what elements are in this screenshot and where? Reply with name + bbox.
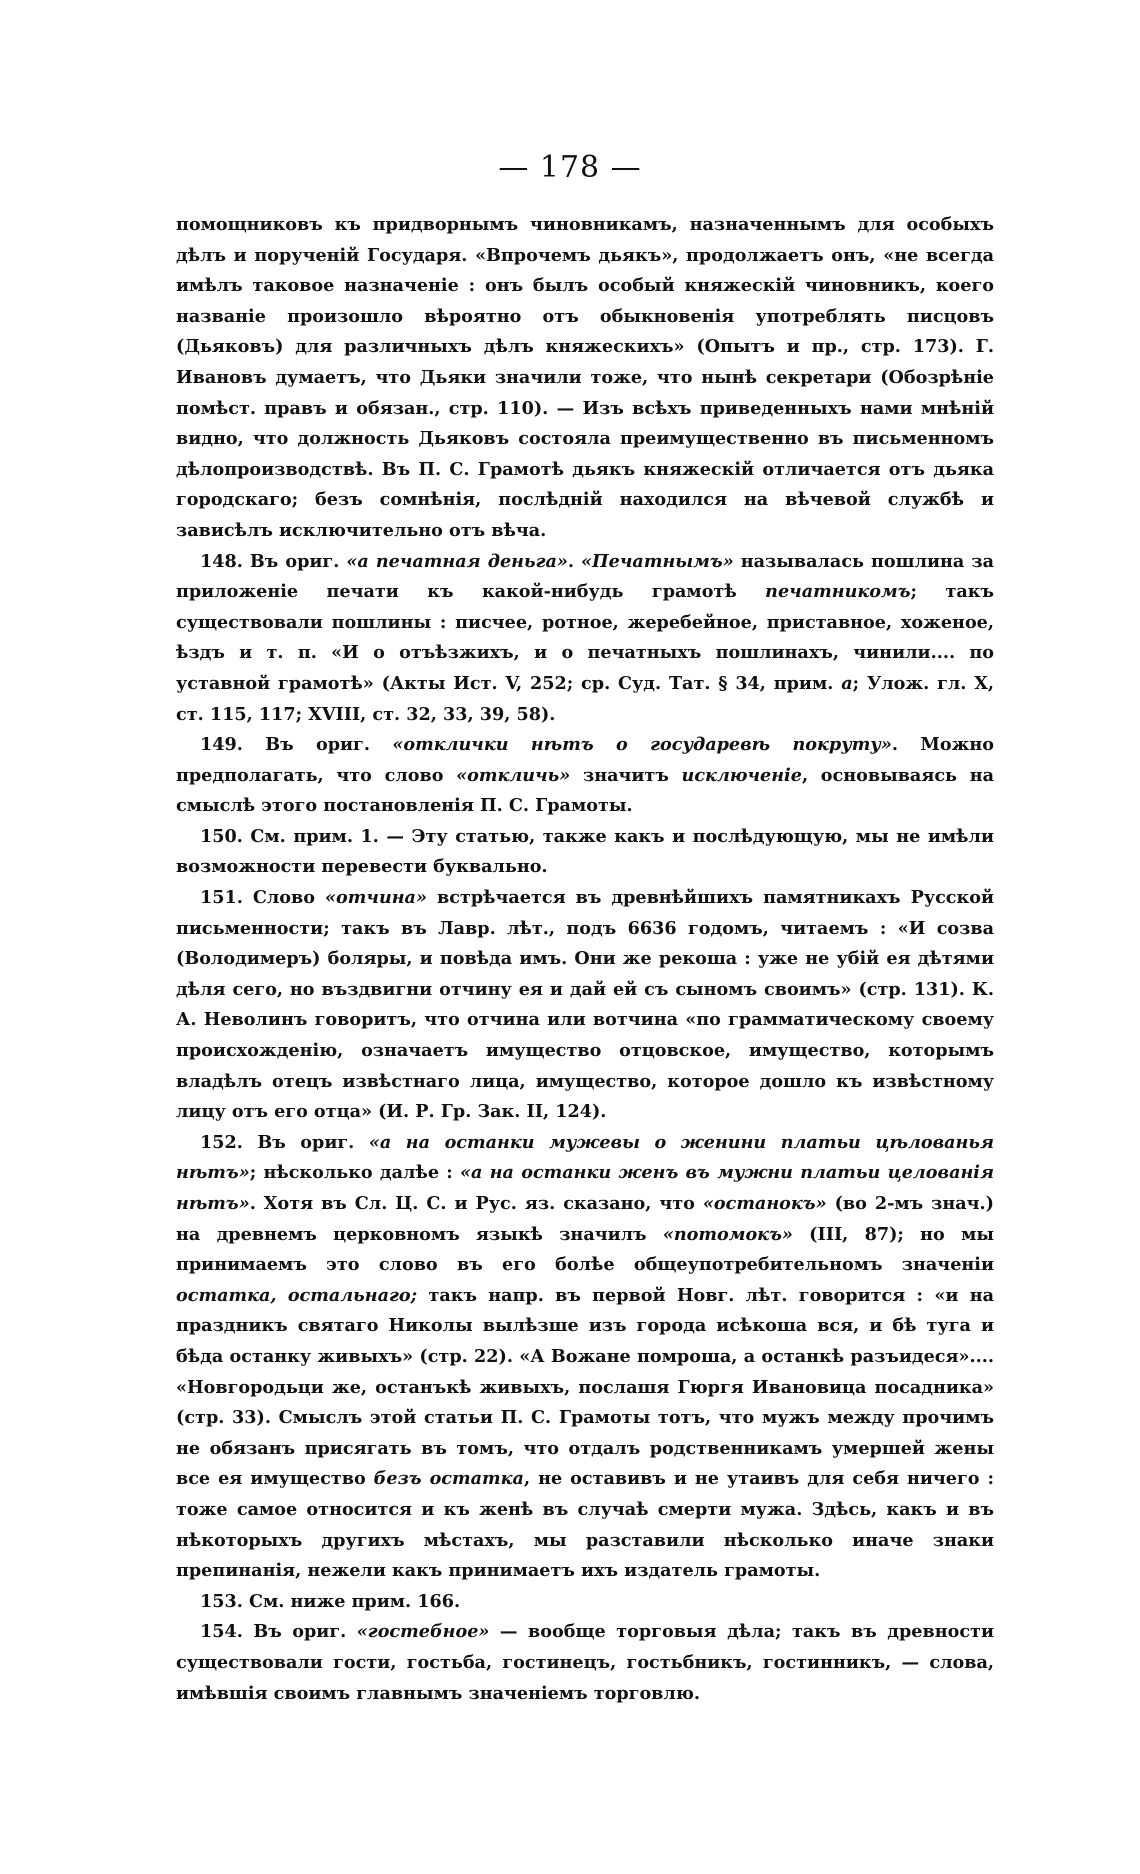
text-run: 151. Слово [200,887,326,909]
text-run: 152. Въ ориг. [200,1131,369,1153]
italic-text: печатникомъ [765,581,911,603]
text-run: . Хотя въ Сл. Ц. С. и Рус. яз. сказано, что [249,1193,703,1214]
italic-text: «а на останки женъ въ мужни платьи целованія нѣтъ» [176,1162,994,1214]
text-run: встрѣчается въ древнѣйшихъ памятникахъ Русской письменности; такъ въ Лавр. лѣт., подъ 6636 годомъ, читаемъ : «И созва (Володимеръ) боляры, и повѣда имъ. Они же рекоша : уже не убій ея дѣтями дѣля сего, но въздвигни отчину ея и дай ей съ сыномъ своимъ» (стр. 131). К. А. Неволинъ говоритъ, что отчина или вотчина «по грамматическому своему происхожденію, означаетъ имущество отцовское, имущество, которымъ владѣлъ отецъ извѣстнаго лица, имущество, которое дошло къ извѣстному лицу отъ его отца» (И. Р. Гр. Зак. II, 124). [176,887,994,1123]
italic-text: а [841,672,853,694]
paragraph [176,730,994,822]
italic-text: остатка, остальнаго; [176,1284,418,1306]
paragraph [176,883,994,1128]
paragraph [176,1617,994,1709]
italic-text: «а печатная деньга» [346,550,568,572]
text-run: помощниковъ къ придворнымъ чиновникамъ, назначеннымъ для особыхъ дѣлъ и порученій Государя. «Впрочемъ дьякъ», продолжаетъ онъ, «не всегда имѣлъ таковое назначеніе : онъ былъ особый княжескій чиновникъ, коего названіе произошло вѣроятно отъ обыкновенія употреблять писцовъ (Дьяковъ) для различныхъ дѣлъ княжескихъ» (Опытъ и пр., стр. 173). Г. Ивановъ думаетъ, что Дьяки значили тоже, что нынѣ секретари (Обозрѣніе помѣст. правъ и обязан., стр. 110). — Изъ всѣхъ приведенныхъ нами мнѣній видно, что должность Дьяковъ состояла преимущественно въ письменномъ дѣлопроизводствѣ. Въ П. С. Грамотѣ дьякъ княжескій отличается отъ дьяка городскаго; безъ сомнѣнія, послѣдній находился на вѣчевой службѣ и зависѣлъ исключительно отъ вѣча. [176,214,994,541]
text-run: (во 2-мъ знач.) на древнемъ церковномъ языкѣ значилъ [176,1193,994,1245]
text-run: ; Улож. гл. X, ст. 115, 117; XVIII, ст. 32, 33, 39, 58). [176,672,994,725]
text-run: , основываясь на смыслѣ этого постановленія П. С. Грамоты. [176,764,994,817]
italic-text: «останокъ» [702,1193,827,1214]
italic-text: «отклички нѣтъ о государевѣ покруту» [392,734,892,756]
italic-text: «отчина» [325,887,427,909]
text-run: 148. Въ ориг. [200,550,347,572]
text-run: значитъ [570,764,682,786]
body-text [176,210,994,1709]
italic-text: безъ остатка [373,1468,524,1490]
text-run: . Можно предполагать, что слово [176,734,994,786]
italic-text: «Печатнымъ» [581,550,734,572]
text-run: 150. См. прим. 1. — Эту статью, также какъ и послѣдующую, мы не имѣли возможности перевести буквально. [176,825,994,878]
italic-text: «потомокъ» [662,1223,793,1245]
text-run: 154. Въ ориг. [200,1621,357,1643]
text-run: — вообще торговыя дѣла; такъ въ древности существовали гости, гостьба, гостинецъ, гостьбникъ, гостинникъ, — слова, имѣвшія своимъ главнымъ значеніемъ торговлю. [176,1621,994,1704]
paragraph [176,547,994,731]
italic-text: исключеніе [681,764,802,786]
text-run: такъ напр. въ первой Новг. лѣт. говорится : «и на праздникъ святаго Николы вылѣзше изъ города исѣкоша вся, и бѣ туга и бѣда останку живыхъ» (стр. 22). «А Вожане помроша, а останкѣ разъидеся».... «Новгородьци же, останъкѣ живыхъ, послашя Гюргя Ивановица посадника» (стр. 33). Смыслъ этой статьи П. С. Грамоты тотъ, что мужъ между прочимъ не обязанъ присягать въ томъ, что отдалъ родственникамъ умершей жены все ея имущество [176,1284,994,1490]
paragraph [176,1587,994,1618]
paragraph [176,210,994,547]
text-run: . [567,550,582,572]
italic-text: «откличь» [456,764,571,786]
text-run: (III, 87); но мы принимаемъ это слово въ его болѣе общеупотребительномъ значеніи [176,1223,994,1276]
paragraph [176,822,994,883]
text-run: 153. См. ниже прим. 166. [200,1590,461,1612]
text-run: , не оставивъ и не утаивъ для себя ничего : тоже самое относится и къ женѣ въ случаѣ смерти мужа. Здѣсь, какъ и въ нѣкоторыхъ другихъ мѣстахъ, мы разставили нѣсколько иначе знаки препинанія, нежели какъ принимаетъ ихъ издатель грамоты. [176,1468,994,1582]
text-run: ; такъ существовали пошлины : писчее, ротное, жеребейное, приставное, хоженое, ѣздъ и т. п. «И о отъѣзжихъ, и о печатныхъ пошлинахъ, чинили.... по уставной грамотѣ» (Акты Ист. V, 252; ср. Суд. Тат. § 34, прим. [176,581,994,694]
italic-text: «гостебное» [356,1621,490,1643]
italic-text: «а на останки мужевы о женини платьи цѣлованья нѣтъ» [176,1131,994,1184]
paragraph [176,1128,994,1587]
page-number: — 178 — [498,150,642,185]
text-run: ; нѣсколько далѣе : [249,1162,461,1184]
text-run: называлась пошлина за приложеніе печати къ какой-нибудь грамотѣ [176,550,994,603]
text-run: 149. Въ ориг. [200,734,393,756]
